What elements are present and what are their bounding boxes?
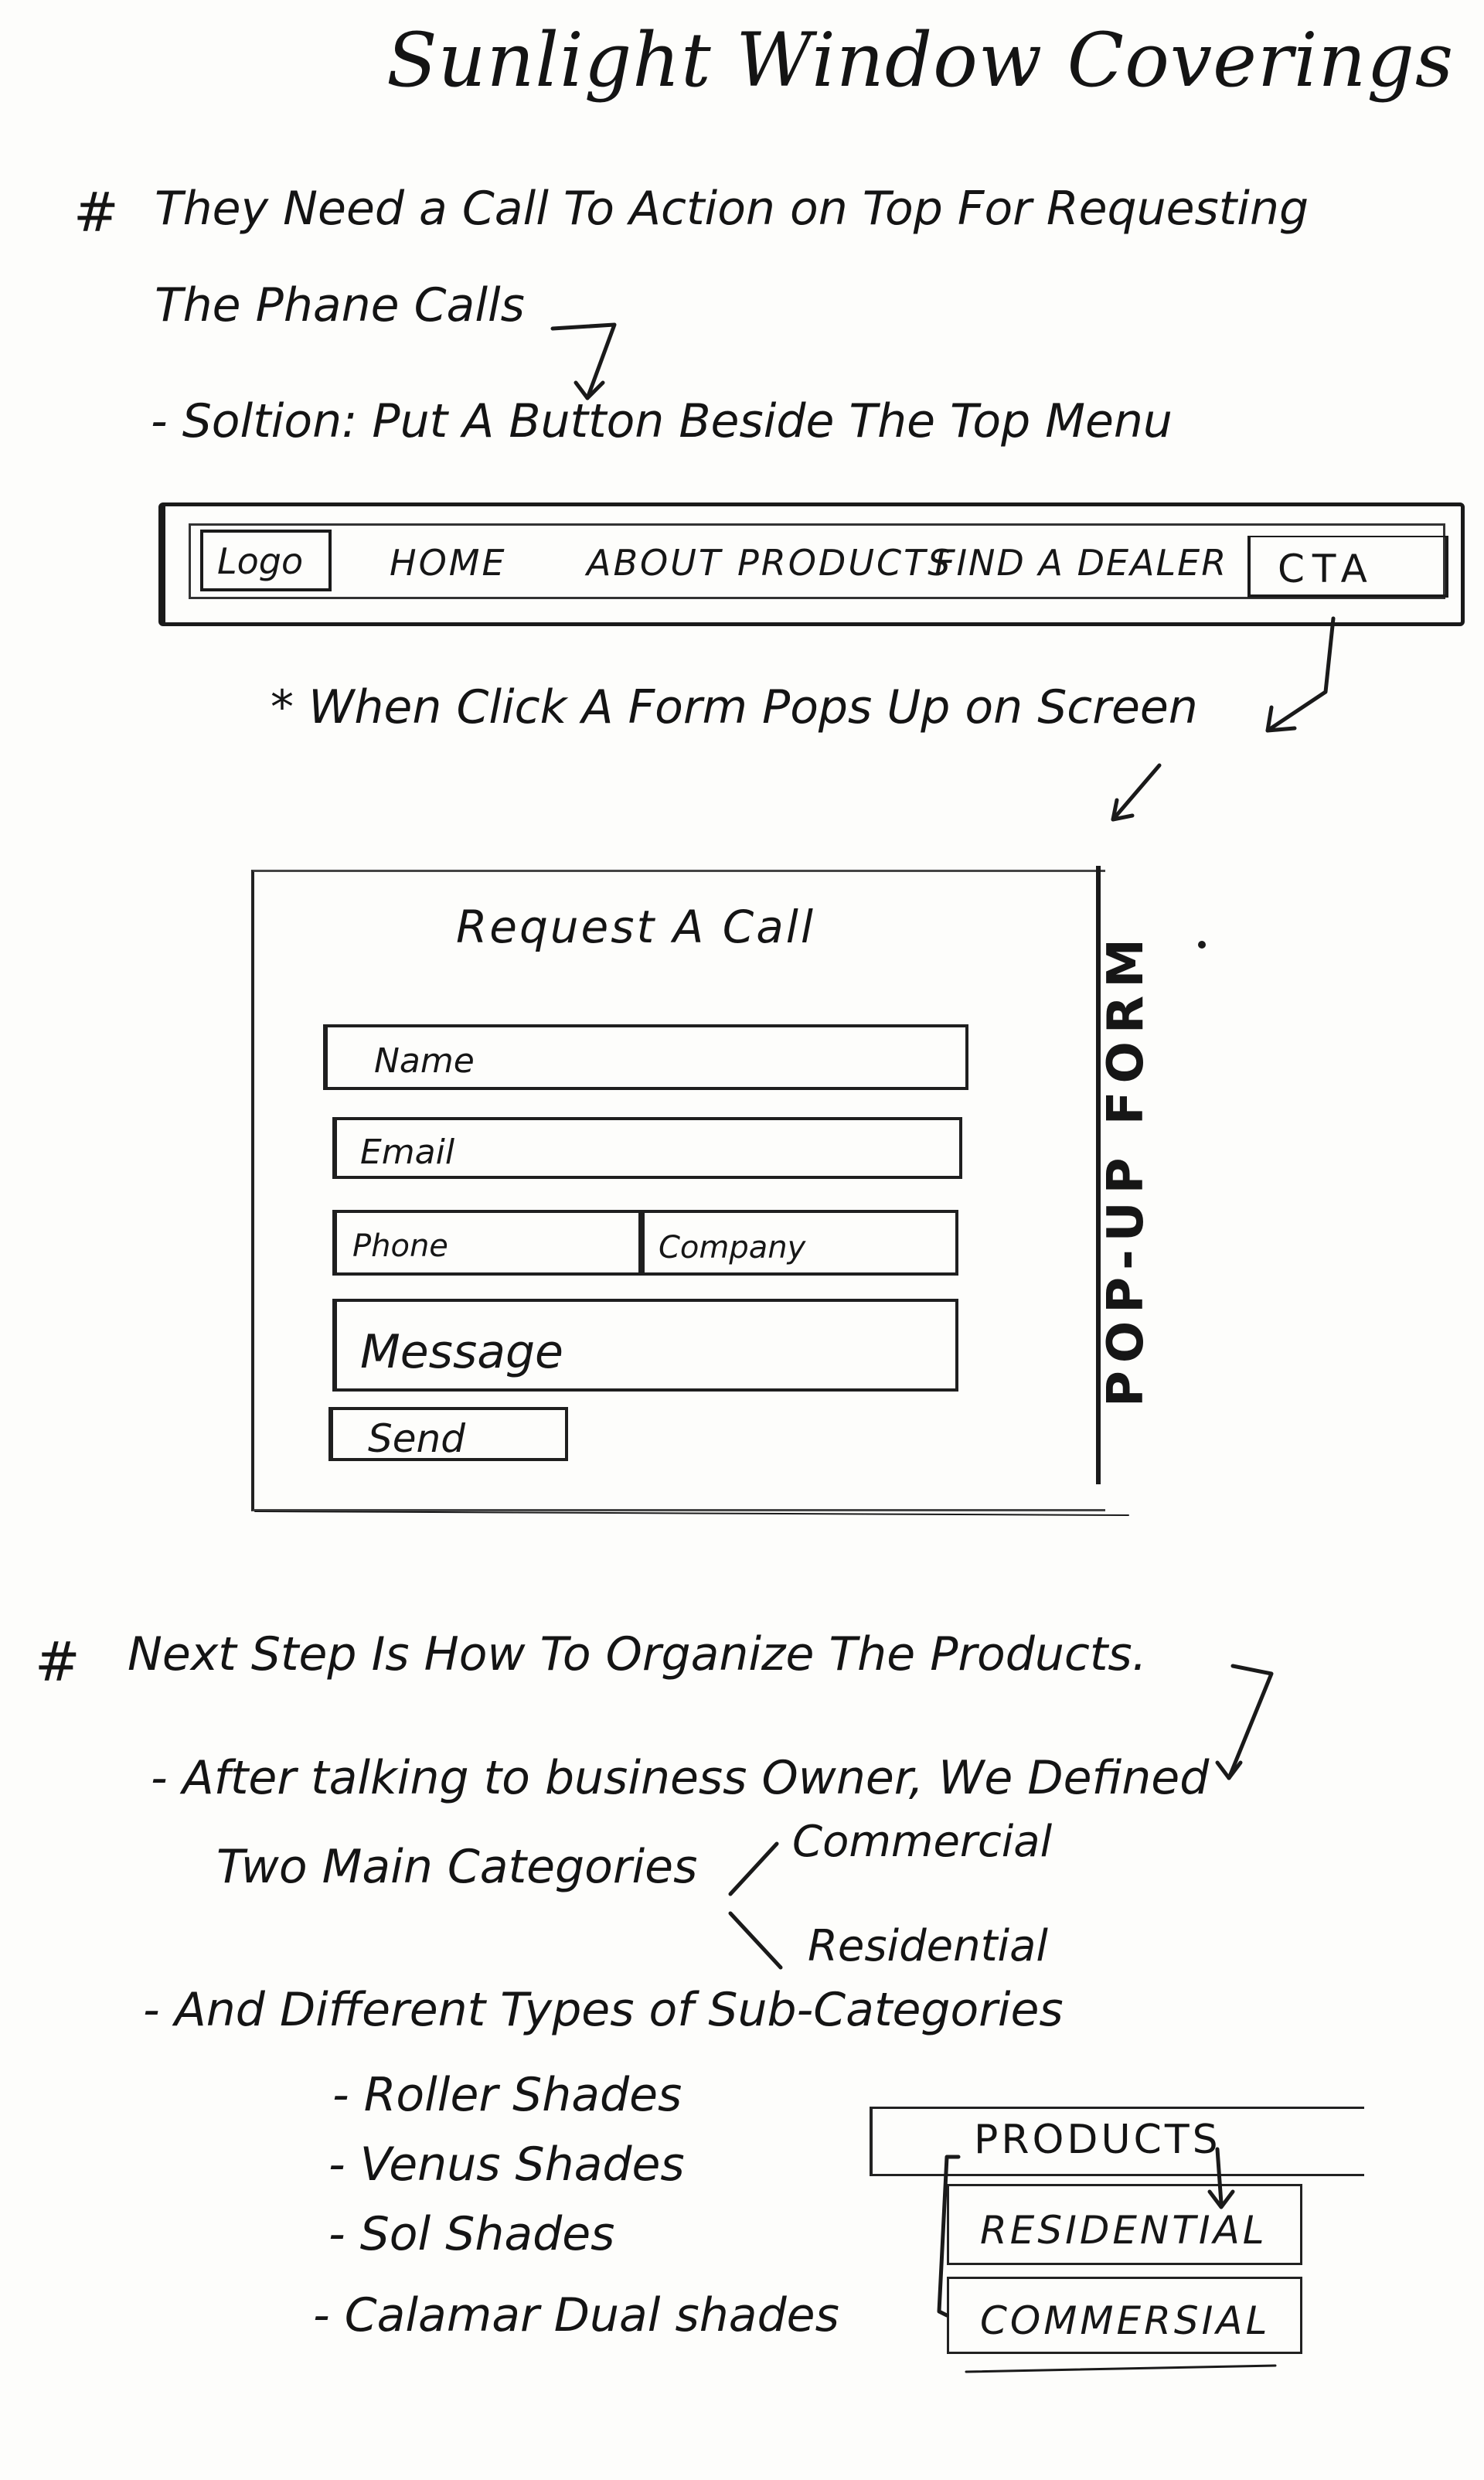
category-residential: Residential	[808, 1921, 1048, 1971]
note1-line1: They Need a Call To Action on Top For Requesting	[155, 182, 1309, 236]
submenu-connector	[939, 2157, 958, 2315]
logo-label: Logo	[217, 540, 304, 582]
note-marker: #	[35, 1630, 80, 1694]
email-field-label: Email	[360, 1133, 455, 1172]
page-title: Sunlight Window Coverings	[386, 17, 1455, 104]
company-field-label: Company	[659, 1230, 806, 1266]
dot-mark	[1198, 941, 1206, 949]
note2-line1: Next Step Is How To Organize The Products.	[128, 1627, 1147, 1681]
sub-category-item: - Venus Shades	[328, 2138, 685, 2192]
cta-label: CTA	[1278, 547, 1375, 591]
sub-category-item: - Roller Shades	[332, 2068, 682, 2122]
nav-item-about[interactable]: ABOUT	[587, 542, 723, 584]
form-title: Request A Call	[456, 901, 816, 953]
popup-form-side-label: POP-UP FORM	[1098, 931, 1155, 1407]
arrow-connector	[1113, 765, 1159, 819]
popup-note: * When Click A Form Pops Up on Screen	[271, 680, 1198, 734]
name-field-label: Name	[374, 1041, 475, 1081]
note2-line4: - And Different Types of Sub-Categories	[143, 1983, 1064, 2037]
note2-line3: Two Main Categories	[216, 1840, 698, 1894]
note2-line2: - After talking to business Owner, We Defined	[151, 1751, 1210, 1805]
sub-category-item: - Sol Shades	[328, 2207, 615, 2261]
nav-item-find-dealer[interactable]: FIND A DEALER	[934, 542, 1228, 584]
branch-line	[730, 1913, 781, 1967]
category-commercial: Commercial	[792, 1817, 1053, 1867]
products-menu-item-label: RESIDENTIAL	[980, 2208, 1268, 2253]
underline	[966, 2366, 1275, 2372]
note1-line2: The Phane Calls	[155, 278, 525, 332]
phone-field-label: Phone	[352, 1228, 448, 1264]
branch-line	[730, 1844, 777, 1894]
popup-bottom-line	[255, 1511, 1128, 1515]
arrow-connector	[553, 325, 614, 398]
note-marker: #	[73, 181, 119, 244]
send-button-label: Send	[368, 1416, 465, 1461]
arrow-connector	[1268, 618, 1333, 731]
products-menu-item-label: COMMERSIAL	[980, 2298, 1271, 2343]
arrow-connector	[1229, 1666, 1271, 1778]
nav-item-home[interactable]: HOME	[390, 542, 507, 584]
products-menu-header[interactable]: PRODUCTS	[974, 2117, 1221, 2163]
sub-category-item: - Calamar Dual shades	[313, 2288, 839, 2342]
nav-item-products[interactable]: PRODUCTS	[737, 542, 953, 584]
submenu-connector	[1217, 2149, 1221, 2203]
note1-solution: - Soltion: Put A Button Beside The Top Menu	[151, 394, 1173, 448]
arrow-head-icon	[1217, 1763, 1241, 1778]
message-field-label: Message	[360, 1325, 563, 1379]
